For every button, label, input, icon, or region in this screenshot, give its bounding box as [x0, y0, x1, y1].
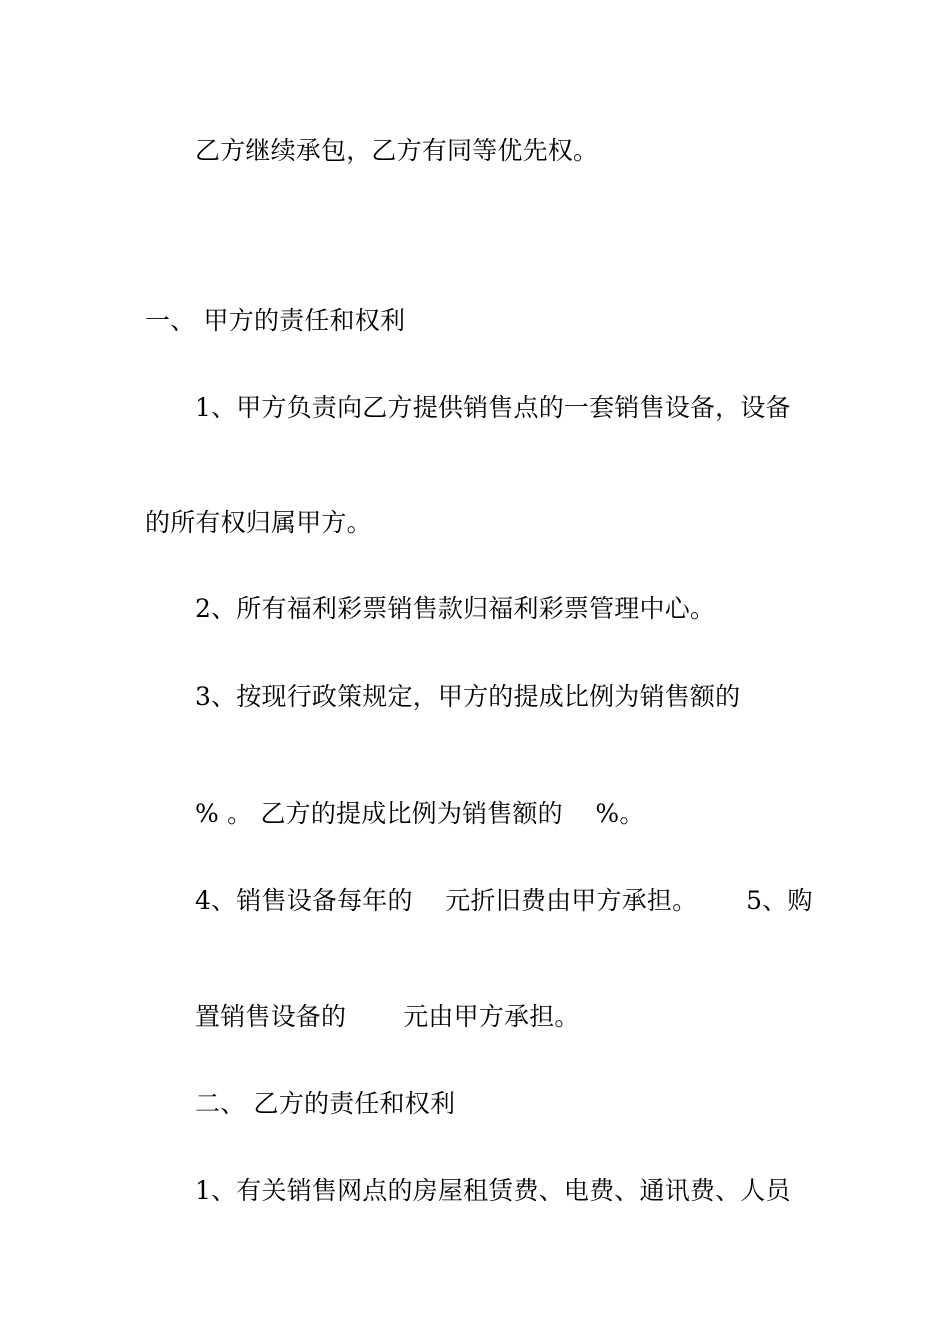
section-heading-party-b: 二、 乙方的责任和权利 [195, 1089, 456, 1118]
clause-4-line: 4、销售设备每年的 元折旧费由甲方承担。 5、购 [195, 886, 813, 915]
clause-3-continuation: % 。 乙方的提成比例为销售额的 %。 [195, 799, 645, 828]
clause-1-line: 1、甲方负责向乙方提供销售点的一套销售设备，设备 [195, 393, 791, 422]
paragraph-line: 乙方继续承包，乙方有同等优先权。 [195, 136, 599, 165]
section-heading-party-a: 一、 甲方的责任和权利 [145, 306, 406, 335]
clause-3-line: 3、按现行政策规定，甲方的提成比例为销售额的 [195, 682, 741, 711]
clause-2-line: 2、所有福利彩票销售款归福利彩票管理中心。 [195, 594, 716, 623]
clause-5-continuation: 置销售设备的 元由甲方承担。 [195, 1002, 580, 1031]
clause-b1-line: 1、有关销售网点的房屋租赁费、电费、通讯费、人员 [195, 1176, 791, 1205]
clause-1-continuation: 的所有权归属甲方。 [145, 508, 372, 537]
